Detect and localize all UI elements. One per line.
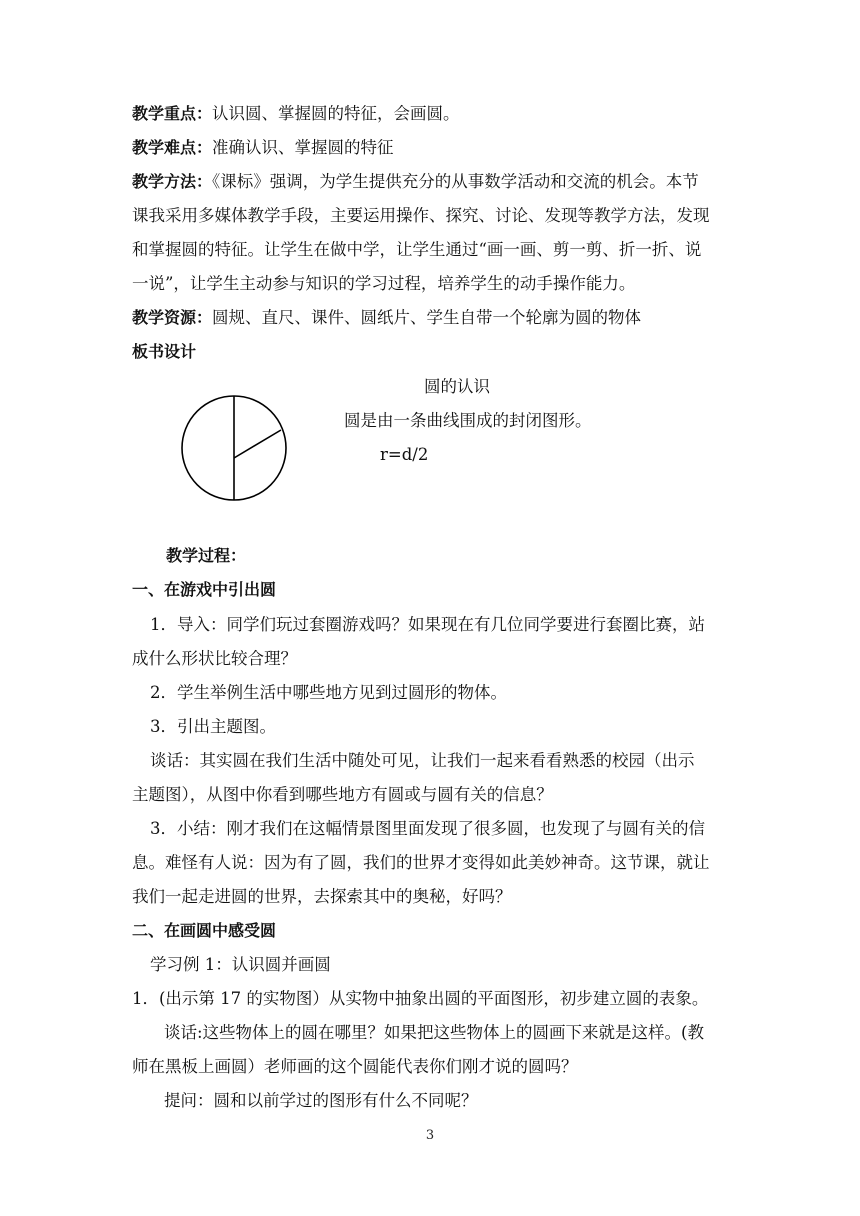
method-text: 《课标》强调，为学生提供充分的从事数学活动和交流的机会。本节 bbox=[212, 172, 699, 191]
paragraph-line: 3．小结：刚才我们在这幅情景图里面发现了很多圆，也发现了与圆有关的信 bbox=[150, 819, 705, 838]
paragraph-line: 师在黑板上画圆）老师画的这个圆能代表你们刚才说的圆吗？ bbox=[132, 1057, 578, 1076]
difficulty-line bbox=[132, 137, 394, 159]
paragraph-line: 我们一起走进圆的世界，去探索其中的奥秘，好吗？ bbox=[132, 887, 512, 906]
resources-label: 教学资源： bbox=[132, 308, 213, 327]
method-label: 教学方法： bbox=[132, 172, 213, 191]
section-two-heading: 二、在画圆中感受圆 bbox=[132, 921, 277, 940]
method-text-line-4: 一说”，让学生主动参与知识的学习过程，培养学生的动手操作能力。 bbox=[132, 274, 636, 293]
board-design-heading: 板书设计 bbox=[132, 342, 197, 361]
board-title: 圆的认识 bbox=[424, 377, 490, 396]
paragraph-line: 提问：圆和以前学过的图形有什么不同呢？ bbox=[164, 1091, 478, 1110]
method-text-line-3: 和掌握圆的特征。让学生在做中学，让学生通过“画一画、剪一剪、折一折、说 bbox=[132, 240, 702, 259]
process-heading: 教学过程： bbox=[166, 546, 247, 565]
board-definition: 圆是由一条曲线围成的封闭图形。 bbox=[344, 411, 592, 430]
page-number: 3 bbox=[425, 1128, 435, 1143]
paragraph-line: 主题图），从图中你看到哪些地方有圆或与圆有关的信息？ bbox=[132, 785, 553, 804]
difficulty-label: 教学难点： bbox=[132, 138, 213, 157]
method-line bbox=[132, 171, 699, 193]
key-points-line bbox=[132, 103, 460, 125]
section-one-heading: 一、在游戏中引出圆 bbox=[132, 580, 277, 599]
paragraph-line: 1．导入：同学们玩过套圈游戏吗？如果现在有几位同学要进行套圈比赛，站 bbox=[150, 615, 705, 634]
paragraph-line: 学习例 1：认识圆并画圆 bbox=[150, 955, 331, 974]
paragraph-line: 谈话：其实圆在我们生活中随处可见，让我们一起来看看熟悉的校园（出示 bbox=[150, 751, 695, 770]
paragraph-line: 3．引出主题图。 bbox=[150, 717, 276, 736]
resources-text: 圆规、直尺、课件、圆纸片、学生自带一个轮廓为圆的物体 bbox=[212, 308, 642, 327]
key-points-text: 认识圆、掌握圆的特征，会画圆。 bbox=[212, 104, 460, 123]
circle-diagram bbox=[178, 394, 290, 502]
resources-line bbox=[132, 307, 641, 329]
board-formula: r=d/2 bbox=[380, 445, 429, 464]
paragraph-line: 息。难怪有人说：因为有了圆，我们的世界才变得如此美妙神奇。这节课，就让 bbox=[132, 853, 710, 872]
paragraph-line: 2．学生举例生活中哪些地方见到过圆形的物体。 bbox=[150, 683, 507, 702]
circle-radius bbox=[234, 430, 281, 458]
paragraph-line: 谈话:这些物体上的圆在哪里？如果把这些物体上的圆画下来就是这样。(教 bbox=[164, 1023, 704, 1042]
difficulty-text: 准确认识、掌握圆的特征 bbox=[212, 138, 394, 157]
key-points-label: 教学重点： bbox=[132, 104, 213, 123]
paragraph-line: 1．(出示第 17 的实物图）从实物中抽象出圆的平面图形，初步建立圆的表象。 bbox=[132, 989, 709, 1008]
paragraph-line: 成什么形状比较合理？ bbox=[132, 649, 297, 668]
method-text-line-2: 课我采用多媒体教学手段，主要运用操作、探究、讨论、发现等教学方法，发现 bbox=[132, 206, 710, 225]
